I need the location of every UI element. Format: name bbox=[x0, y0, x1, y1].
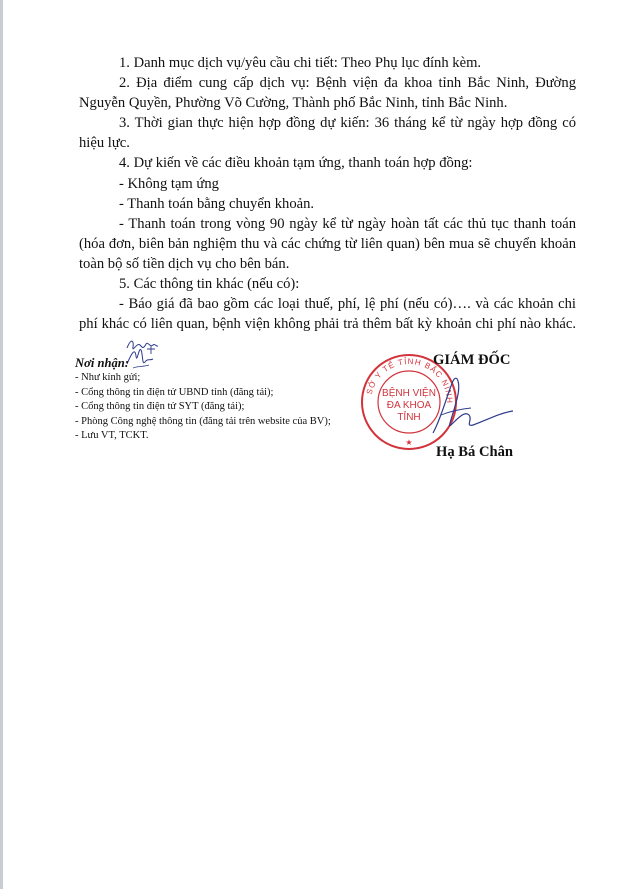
signer-title: GIÁM ĐỐC bbox=[433, 352, 511, 368]
recipient-item: - Phòng Công nghệ thông tin (đăng tải trên website của BV); bbox=[75, 415, 331, 427]
item-bank-transfer: - Thanh toán bằng chuyển khoản. bbox=[119, 195, 315, 212]
recipient-item: - Cổng thông tin điện tử SYT (đăng tải); bbox=[75, 401, 245, 412]
item-service-location: 2. Địa điểm cung cấp dịch vụ: Bệnh viện đa khoa tỉnh Bắc Ninh, Đường Nguyễn Quyền, Phường Võ Cường, Thành phố Bắc Ninh, tỉnh Bắc Ninh. bbox=[79, 75, 576, 112]
item-no-advance: - Không tạm ứng bbox=[119, 175, 219, 192]
recipient-item: - Lưu VT, TCKT. bbox=[75, 430, 149, 441]
document-body bbox=[79, 53, 576, 362]
recipients-block bbox=[75, 355, 375, 444]
item-payment-within-90-days: - Thanh toán trong vòng 90 ngày kể từ ngày hoàn tất các thủ tục thanh toán (hóa đơn, biên bản nghiệm thu và các chứng từ liên quan) bên mua sẽ chuyển khoản toàn bộ số tiền dịch vụ cho bên bán. bbox=[79, 215, 576, 272]
signer-name: Hạ Bá Chân bbox=[436, 444, 514, 460]
stamp-star-icon: ★ bbox=[405, 438, 413, 447]
director-handwritten-signature bbox=[395, 375, 515, 437]
stamp-line-2: ĐA KHOA bbox=[386, 400, 432, 411]
recipient-item: - Như kính gửi; bbox=[75, 372, 141, 383]
recipient-item: - Cổng thông tin điện tử UBND tỉnh (đăng tải); bbox=[75, 386, 274, 398]
stamp-ring-text: SỞ Y TẾ TỈNH BẮC NINH bbox=[364, 356, 455, 405]
item-contract-duration: 3. Thời gian thực hiện hợp đồng dự kiến: 36 tháng kể từ ngày hợp đồng có hiệu lực. bbox=[79, 115, 576, 152]
stamp-line-1: BỆNH VIỆN bbox=[382, 388, 436, 399]
item-other-info: 5. Các thông tin khác (nếu có): bbox=[119, 276, 300, 293]
quote-text: - Báo giá đã bao gồm các loại thuế, phí, lệ phí (nếu có)…. và các khoản chi phí khác có liên quan, bệnh viện không phải trả thêm bất kỳ khoản chi phí nào khác. bbox=[79, 296, 576, 333]
recipients-title: Nơi nhận: bbox=[75, 356, 130, 370]
item-service-list: 1. Danh mục dịch vụ/yêu cầu chi tiết: Theo Phụ lục đính kèm. bbox=[119, 55, 482, 71]
item-payment-terms: 4. Dự kiến về các điều khoản tạm ứng, thanh toán hợp đồng: bbox=[119, 155, 473, 172]
stamp-line-3: TỈNH bbox=[397, 412, 421, 423]
